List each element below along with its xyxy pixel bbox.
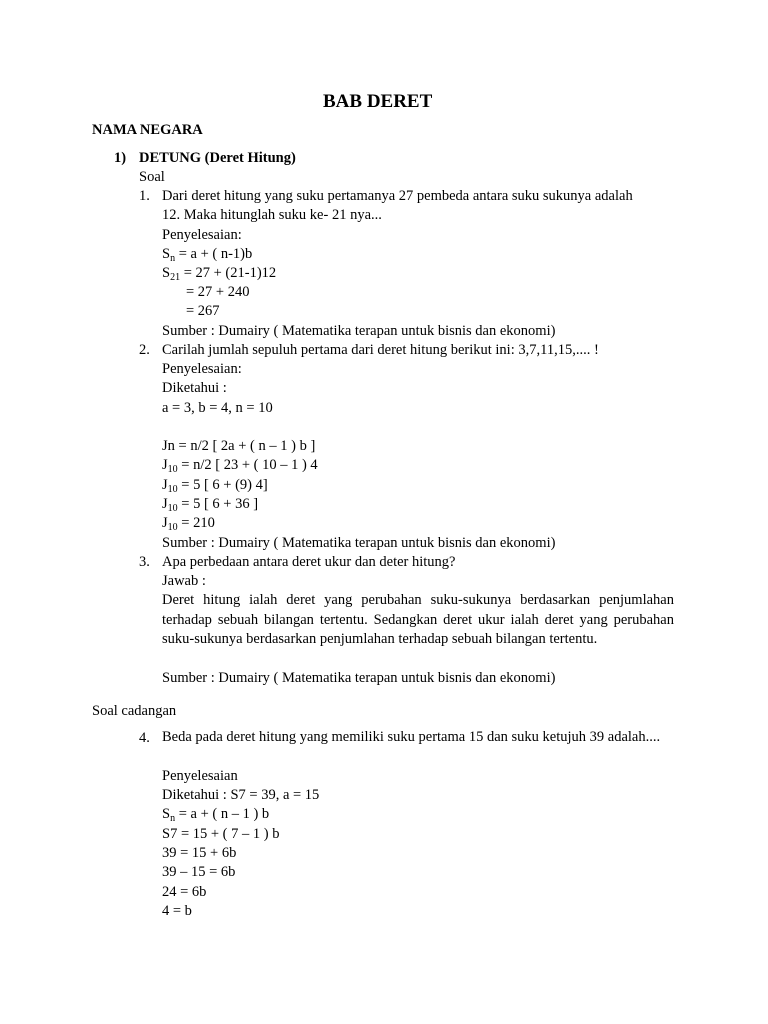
subsection-number: 1) (114, 150, 127, 166)
q2-formula-3: $J_{10} = 5$ [ 6 + (9) 4] (162, 477, 268, 495)
q4-number: 4. (139, 730, 150, 746)
q4-formula-2: S7 = 15 + ( 7 – 1 ) b (162, 826, 280, 842)
q2-number: 2. (139, 342, 150, 358)
soal-cadangan-label: Soal cadangan (92, 703, 177, 719)
q4-formula-1: $S_n = a$ + ( n – 1 ) b (162, 806, 270, 824)
q2-line1: Carilah jumlah sepuluh pertama dari deret hitung berikut ini: 3,7,11,15,.... ! (162, 342, 599, 358)
q1-penyelesaian: Penyelesaian: (162, 227, 242, 243)
q2-source: Sumber : Dumairy ( Matematika terapan untuk bisnis dan ekonomi) (162, 535, 556, 551)
q2-formula-2: $J_{10} = n/2$ [ 23 + ( 10 – 1 ) 4 (162, 457, 318, 475)
subsection-heading: DETUNG (Deret Hitung) (139, 150, 296, 166)
q1-formula-3: = 27 + 240 (186, 284, 250, 300)
q3-answer-paragraph: Deret hitung ialah deret yang perubahan suku-sukunya berdasarkan penjumlahan terhadap sebuah bilangan tertentu. Sedangkan deret ukur ialah deret yang perubahan suku-sukunya berdasarkan penjumlahan terhadap sebuah bilangan tertentu. (162, 592, 674, 647)
q4-question-paragraph: Beda pada deret hitung yang memiliki suku pertama 15 dan suku ketujuh 39 adalah.... (162, 729, 661, 745)
q1-source: Sumber : Dumairy ( Matematika terapan untuk bisnis dan ekonomi) (162, 323, 556, 339)
q1-formula-1: $S_n = a$ + ( n-1)b (162, 246, 253, 264)
q4-diketahui: Diketahui : S7 = 39, a = 15 (162, 787, 320, 803)
page-title: BAB DERET (323, 91, 433, 112)
q1-number: 1. (139, 188, 150, 204)
q1-line2: 12. Maka hitunglah suku ke- 21 nya... (162, 207, 382, 223)
q2-formula-4: $J_{10} = 5$ [ 6 + 36 ] (162, 496, 259, 514)
q3-jawab: Jawab : (162, 573, 206, 589)
section-heading: NAMA NEGARA (92, 122, 203, 138)
q4-formula-3: 39 = 15 + 6b (162, 845, 237, 861)
q1-formula-2: $S_{21} = 27 + (21-1)12$ (162, 265, 277, 283)
q2-diketahui: Diketahui : (162, 380, 227, 396)
q4-formula-4: 39 – 15 = 6b (162, 864, 236, 880)
q2-formula-1: Jn = n/2 [ 2a + ( n – 1 ) b ] (162, 438, 316, 454)
q4-formula-6: 4 = b (162, 903, 192, 919)
q3-source: Sumber : Dumairy ( Matematika terapan untuk bisnis dan ekonomi) (162, 670, 556, 686)
q4-penyelesaian: Penyelesaian (162, 768, 238, 784)
q4-formula-5: 24 = 6b (162, 884, 207, 900)
q1-formula-4: = 267 (186, 303, 220, 319)
soal-label: Soal (139, 169, 165, 185)
q2-values: a = 3, b = 4, n = 10 (162, 400, 273, 416)
q1-line1: Dari deret hitung yang suku pertamanya 27 pembeda antara suku sukunya adalah (162, 188, 633, 204)
q2-penyelesaian: Penyelesaian: (162, 361, 242, 377)
q3-line1: Apa perbedaan antara deret ukur dan deter hitung? (162, 554, 456, 570)
q2-formula-5: $J_{10} = 210$ (162, 515, 215, 533)
q3-number: 3. (139, 554, 150, 570)
